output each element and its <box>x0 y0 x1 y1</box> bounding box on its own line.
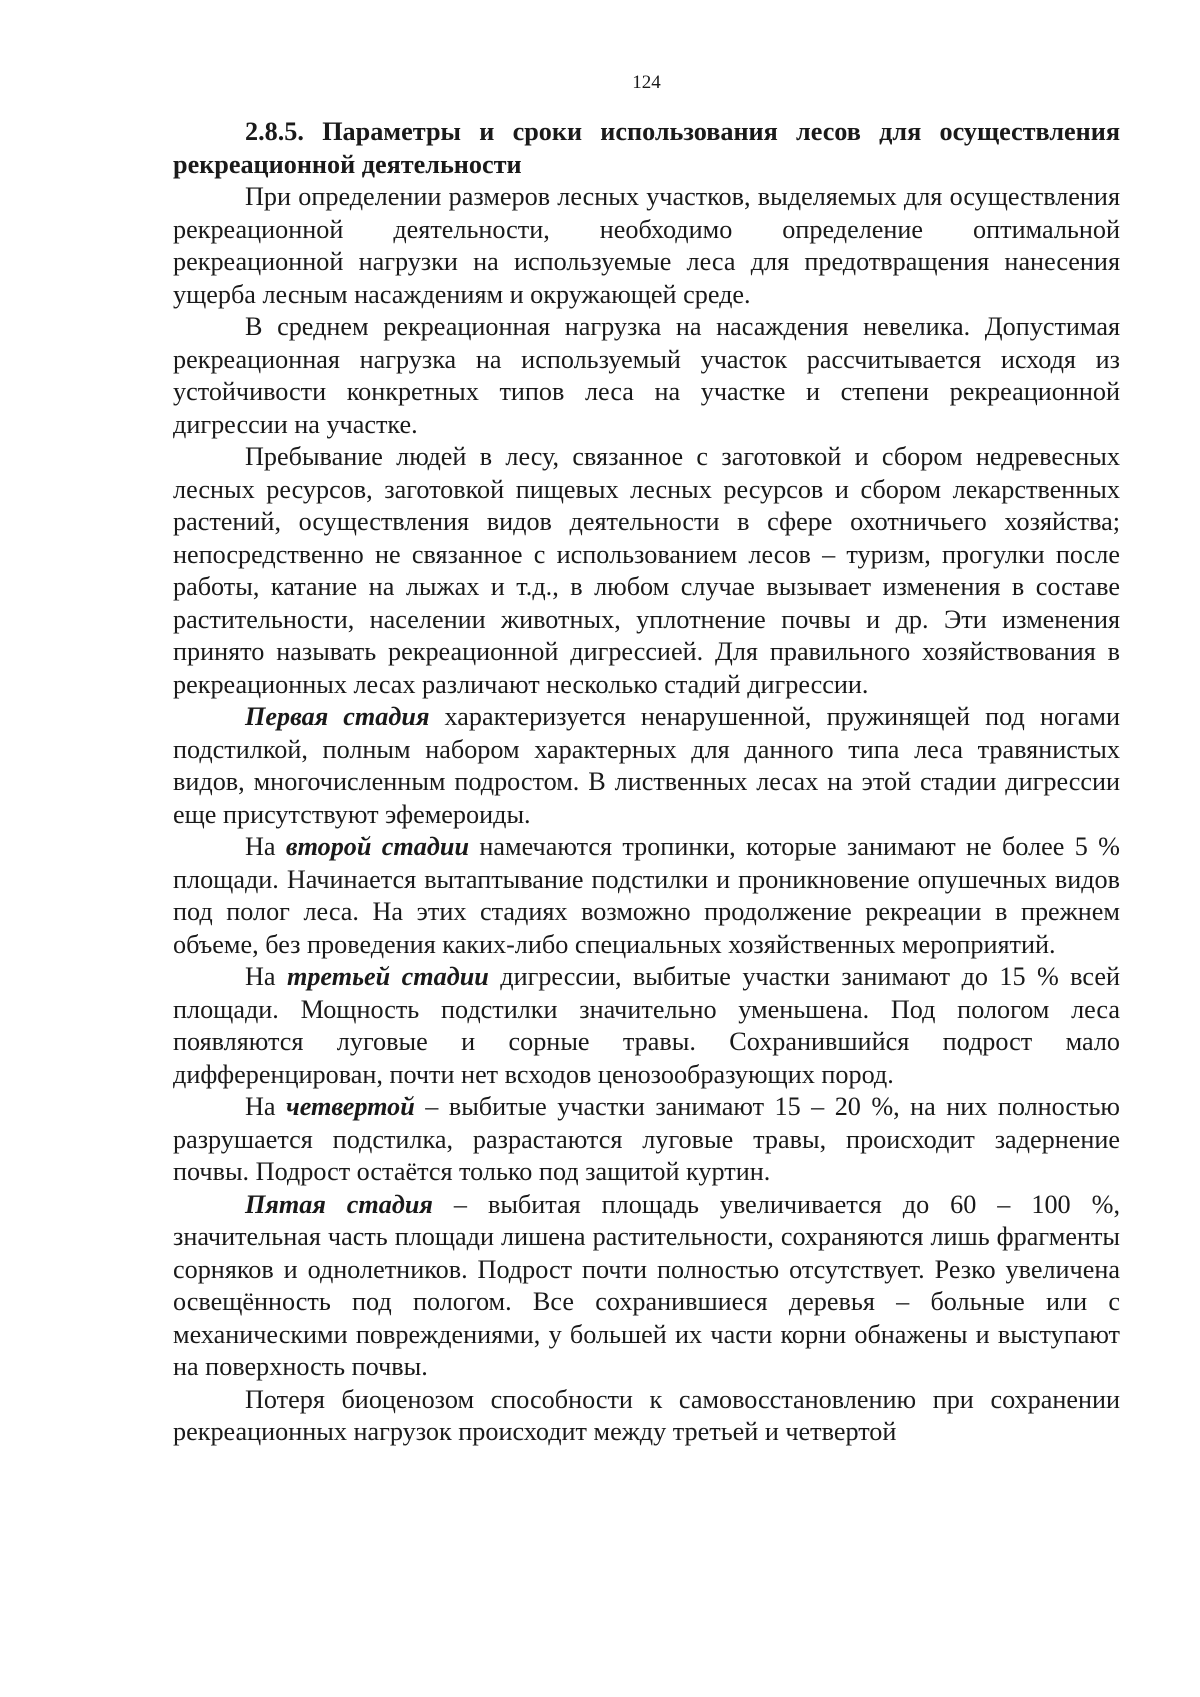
stage-3-term: третьей стадии <box>286 962 489 991</box>
stage-2-term: второй стадии <box>285 832 470 861</box>
stage-3-prefix: На <box>245 962 287 991</box>
stage-4-text: – выбитые участки занимают 15 – 20 %, на них полностью разрушается подстилка, разрастаются луговые травы, происходит задернение почвы. Подрост остаётся только под защитой куртин. <box>173 1092 1120 1186</box>
stage-1-text: характеризуется ненарушенной, пружинящей под ногами подстилкой, полным набором характерных для данного типа леса травянистых видов, многочисленным подростом. В лиственных лесах на этой стадии дигрессии еще присутствуют эфемероиды. <box>173 702 1121 829</box>
stage-4-prefix: На <box>245 1092 286 1121</box>
paragraph-stage-3 <box>173 961 1120 1091</box>
stage-3-text: дигрессии, выбитые участки занимают до 15 % всей площади. Мощность подстилки значительно уменьшена. Под пологом леса появляются луговые и сорные травы. Сохранившийся подрост мало дифференцирован, почти нет всходов ценозообразующих пород. <box>173 962 1120 1089</box>
paragraph-stage-2 <box>173 831 1120 961</box>
stage-2-prefix: На <box>245 832 286 861</box>
paragraph-9: Потеря биоценозом способности к самовосстановлению при сохранении рекреационных нагрузок происходит между третьей и четвертой <box>173 1384 1120 1446</box>
paragraph-stage-1 <box>173 701 1120 831</box>
page-number: 124 <box>632 72 661 93</box>
document-body <box>173 116 1120 1449</box>
paragraph-1: При определении размеров лесных участков, выделяемых для осуществления рекреационной деятельности, необходимо определение оптимальной рекреационной нагрузки на используемые леса для предотвращения нанесения ущерба лесным насаждениям и окружающей среде. <box>173 182 1120 309</box>
stage-5-term: Пятая стадия <box>245 1189 433 1219</box>
stage-5-text: – выбитая площадь увеличивается до 60 – 100 %, значительная часть площади лишена растительности, сохраняются лишь фрагменты сорняков и однолетников. Подрост почти полностью отсутствует. Резко увеличена освещённость под пологом. Все сохранившиеся деревья – больные или с механическими повреждениями, у большей их части корни обнажены и выступают на поверхность почвы. <box>173 1189 1120 1381</box>
stage-2-text: намечаются тропинки, которые занимают не более 5 % площади. Начинается вытаптывание подстилки и проникновение опушечных видов под полог леса. На этих стадиях возможно продолжение рекреации в прежнем объеме, без проведения каких-либо специальных хозяйственных мероприятий. <box>173 832 1120 959</box>
paragraph-stage-4 <box>173 1091 1120 1189</box>
stage-4-term: четвертой <box>286 1092 415 1121</box>
paragraph-stage-5 <box>173 1189 1120 1384</box>
paragraph-3: Пребывание людей в лесу, связанное с заготовкой и сбором недревесных лесных ресурсов, заготовкой пищевых лесных ресурсов и сбором лекарственных растений, осуществления видов деятельности в сфере охотничьего хозяйства; непосредственно не связанное с использованием лесов – туризм, прогулки после работы, катание на лыжах и т.д., в любом случае вызывает изменения в составе растительности, населении животных, уплотнение почвы и др. Эти изменения принято называть рекреационной дигрессией. Для правильного хозяйствования в рекреационных лесах различают несколько стадий дигрессии. <box>173 442 1120 699</box>
stage-1-term: Первая стадия <box>245 702 430 731</box>
section-heading: 2.8.5. Параметры и сроки использования лесов для осуществления рекреационной деятельности <box>173 117 1120 179</box>
paragraph-2: В среднем рекреационная нагрузка на насаждения невелика. Допустимая рекреационная нагрузка на используемый участок рассчитывается исходя из устойчивости конкретных типов леса на участке и степени рекреационной дигрессии на участке. <box>173 312 1120 439</box>
